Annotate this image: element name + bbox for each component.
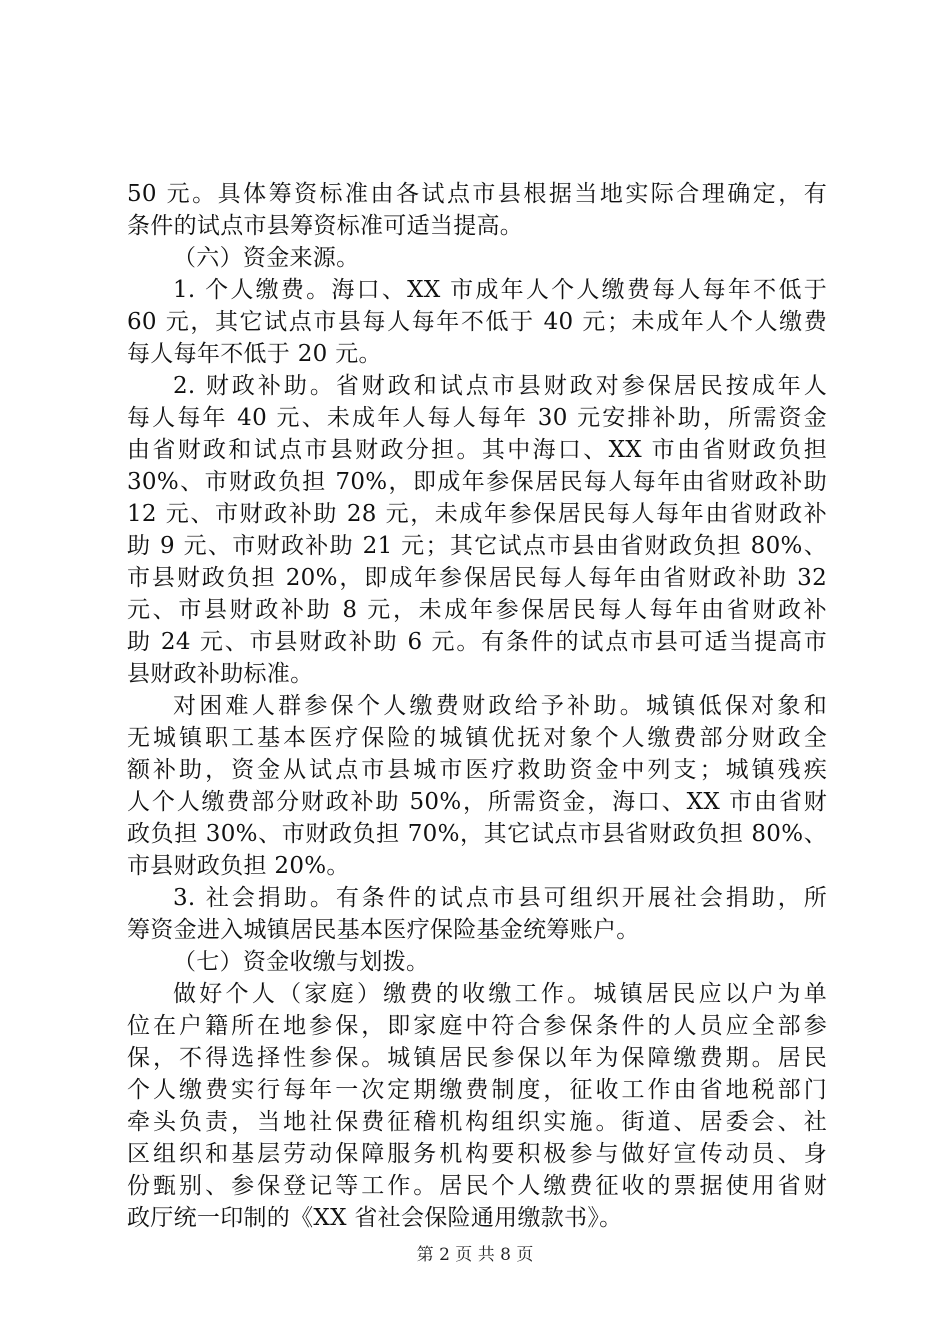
text-line: 做好个人（家庭）缴费的收缴工作。城镇居民应以户为单 [173,981,827,1007]
text-line: 市县财政负担 20%，即成年参保居民每人每年由省财政补助 32 [127,565,827,591]
document-body [127,178,827,1234]
text-line: 政负担 30%、市财政负担 70%，其它试点市县省财政负担 80%、 [127,821,827,847]
text-line: 每人每年不低于 20 元。 [127,341,382,367]
text-line: 县财政补助标准。 [127,661,314,687]
text-line: 个人缴费实行每年一次定期缴费制度，征收工作由省地税部门 [127,1077,827,1103]
text-line: 助 9 元、市财政补助 21 元；其它试点市县由省财政负担 80%、 [127,533,827,559]
text-line: 助 24 元、市县财政补助 6 元。有条件的试点市县可适当提高市 [127,629,827,655]
text-line: 保，不得选择性参保。城镇居民参保以年为保障缴费期。居民 [127,1045,827,1071]
text-line: 对困难人群参保个人缴费财政给予补助。城镇低保对象和 [173,693,827,719]
text-line: 2. 财政补助。省财政和试点市县财政对参保居民按成年人 [173,373,827,399]
text-line: 60 元，其它试点市县每人每年不低于 40 元；未成年人个人缴费 [127,309,827,335]
text-line: 区组织和基层劳动保障服务机构要积极参与做好宣传动员、身 [127,1141,827,1167]
text-line: 额补助，资金从试点市县城市医疗救助资金中列支；城镇残疾 [127,757,827,783]
text-line: （七）资金收缴与划拨。 [173,949,430,975]
text-line: 条件的试点市县筹资标准可适当提高。 [127,213,524,239]
text-line: 元、市县财政补助 8 元，未成年参保居民每人每年由省财政补 [127,597,827,623]
text-line: 每人每年 40 元、未成年人每人每年 30 元安排补助，所需资金 [127,405,827,431]
text-line: 位在户籍所在地参保，即家庭中符合参保条件的人员应全部参 [127,1013,827,1039]
text-line: 份甄别、参保登记等工作。居民个人缴费征收的票据使用省财 [127,1173,827,1199]
text-line: 筹资金进入城镇居民基本医疗保险基金统筹账户。 [127,917,640,943]
text-line: 3. 社会捐助。有条件的试点市县可组织开展社会捐助，所 [173,885,827,911]
text-line: 市县财政负担 20%。 [127,853,350,879]
page-footer: 第 2 页 共 8 页 [416,1245,534,1265]
text-line: 30%、市财政负担 70%，即成年参保居民每人每年由省财政补助 [127,469,827,495]
text-line: 由省财政和试点市县财政分担。其中海口、XX 市由省财政负担 [127,437,827,463]
text-line: 12 元、市财政补助 28 元，未成年参保居民每人每年由省财政补 [127,501,827,527]
text-line: 50 元。具体筹资标准由各试点市县根据当地实际合理确定，有 [127,181,827,207]
text-line: 牵头负责，当地社保费征稽机构组织实施。街道、居委会、社 [127,1109,827,1135]
text-line: 政厅统一印制的《XX 省社会保险通用缴款书》。 [127,1205,623,1231]
text-line: 人个人缴费部分财政补助 50%，所需资金，海口、XX 市由省财 [127,789,827,815]
text-line: 无城镇职工基本医疗保险的城镇优抚对象个人缴费部分财政全 [127,725,827,751]
text-line: （六）资金来源。 [173,245,360,271]
text-line: 1. 个人缴费。海口、XX 市成年人个人缴费每人每年不低于 [173,277,827,303]
